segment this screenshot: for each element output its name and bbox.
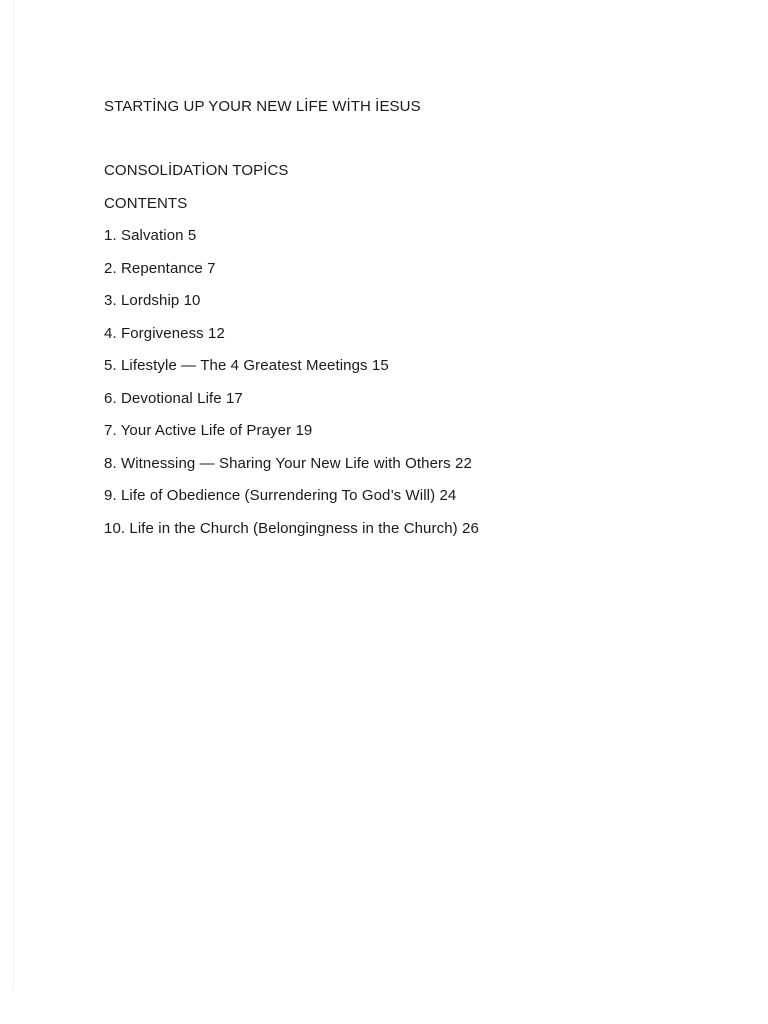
toc-item-7: 7. Your Active Life of Prayer 19 — [104, 422, 313, 439]
toc-item-9: 9. Life of Obedience (Surrendering To God’s Will) 24 — [104, 487, 457, 504]
toc-item-5: 5. Lifestyle — The 4 Greatest Meetings 15 — [104, 357, 389, 374]
toc-item-3: 3. Lordship 10 — [104, 292, 201, 309]
table-of-contents — [104, 226, 704, 539]
toc-item-1: 1. Salvation 5 — [104, 227, 197, 244]
toc-item-6: 6. Devotional Life 17 — [104, 389, 243, 407]
toc-item-2: 2. Repentance 7 — [104, 259, 216, 277]
toc-item-10: 10. Life in the Church (Belongingness in the Church) 26 — [104, 519, 479, 537]
toc-item-4: 4. Forgiveness 12 — [104, 324, 225, 342]
toc-item-8: 8. Witnessing — Sharing Your New Life with Others 22 — [104, 454, 472, 472]
section-heading: CONSOLİDATİON TOPİCS — [104, 162, 289, 179]
document-content — [104, 97, 704, 551]
document-title: STARTİNG UP YOUR NEW LİFE WİTH İESUS — [104, 98, 421, 115]
page-edge-divider — [13, 0, 14, 990]
contents-heading: CONTENTS — [104, 194, 188, 212]
